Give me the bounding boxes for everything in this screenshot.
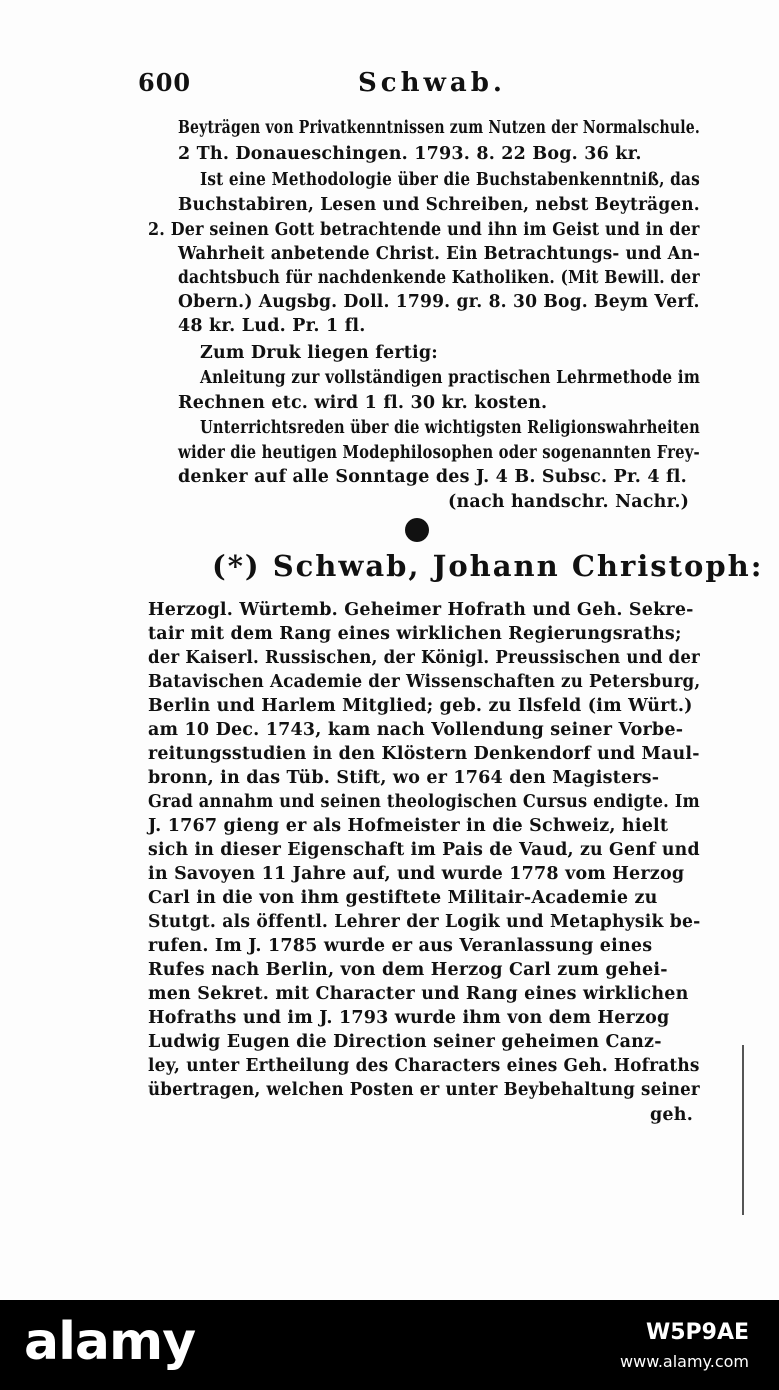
text-line: Obern.) Augsbg. Doll. 1799. gr. 8. 30 Bog. Beym Verf.: [178, 292, 700, 312]
text-line: Anleitung zur vollständigen practischen Lehrmethode im: [200, 368, 701, 388]
text-line: Herzogl. Würtemb. Geheimer Hofrath und Geh. Sekre-: [148, 600, 694, 620]
text-line: Rechnen etc. wird 1 fl. 30 kr. kosten.: [178, 393, 548, 413]
text-line: (nach handschr. Nachr.): [448, 492, 690, 512]
text-line: ley, unter Ertheilung des Characters eines Geh. Hofraths: [148, 1056, 700, 1076]
text-line: reitungsstudien in den Klöstern Denkendorf und Maul-: [148, 744, 700, 764]
text-line: Grad annahm und seinen theologischen Cursus endigte. Im: [148, 792, 700, 812]
text-line: Stutgt. als öffentl. Lehrer der Logik und Metaphysik be-: [148, 912, 701, 932]
text-line: wider die heutigen Modephilosophen oder sogenannten Frey-: [178, 443, 700, 463]
text-line: rufen. Im J. 1785 wurde er aus Veranlassung eines: [148, 936, 653, 956]
text-line: Beyträgen von Privatkenntnissen zum Nutzen der Normalschule.: [178, 118, 700, 138]
running-head: Schwab.: [358, 68, 506, 98]
page-header: [138, 68, 698, 104]
entry-title: (*) Schwab, Johann Christoph:: [212, 549, 764, 583]
site-url: www.alamy.com: [620, 1352, 749, 1371]
text-line: 48 kr. Lud. Pr. 1 fl.: [178, 316, 366, 336]
text-line: Buchstabiren, Lesen und Schreiben, nebst Beyträgen.: [178, 195, 700, 215]
text-line: Hofraths und im J. 1793 wurde ihm von dem Herzog: [148, 1008, 670, 1028]
text-line: J. 1767 gieng er als Hofmeister in die Schweiz, hielt: [148, 816, 669, 836]
alamy-logo: alamy: [24, 1312, 196, 1372]
text-line: Berlin und Harlem Mitglied; geb. zu Ilsfeld (im Würt.): [148, 696, 693, 716]
text-line: übertragen, welchen Posten er unter Beybehaltung seiner: [148, 1080, 700, 1100]
text-line: Ludwig Eugen die Direction seiner geheimen Canz-: [148, 1032, 662, 1052]
text-line: der Kaiserl. Russischen, der Königl. Preussischen und der: [148, 648, 700, 668]
text-line: Wahrheit anbetende Christ. Ein Betrachtungs- und An-: [178, 244, 701, 264]
text-line: 2 Th. Donaueschingen. 1793. 8. 22 Bog. 36 kr.: [178, 144, 642, 164]
text-line: Carl in die von ihm gestiftete Militair-Academie zu: [148, 888, 658, 908]
text-line: denker auf alle Sonntage des J. 4 B. Subsc. Pr. 4 fl.: [178, 467, 687, 487]
text-line: bronn, in das Tüb. Stift, wo er 1764 den Magisters-: [148, 768, 660, 788]
scan-edge-line: [742, 1045, 744, 1215]
text-line: Unterrichtsreden über die wichtigsten Religionswahrheiten: [200, 418, 700, 438]
text-line: sich in dieser Eigenschaft im Pais de Vaud, zu Genf und: [148, 840, 700, 860]
text-line: Rufes nach Berlin, von dem Herzog Carl zum gehei-: [148, 960, 668, 980]
image-id: W5P9AE: [645, 1320, 749, 1345]
text-line: 2. Der seinen Gott betrachtende und ihn im Geist und in der: [148, 220, 700, 240]
page-number: 600: [138, 68, 192, 97]
text-line: dachtsbuch für nachdenkende Katholiken. (Mit Bewill. der: [178, 268, 700, 288]
text-line: Batavischen Academie der Wissenschaften zu Petersburg,: [148, 672, 701, 692]
watermark-footer: [0, 1300, 779, 1390]
section-bullet: [405, 518, 429, 542]
text-line: Zum Druk liegen fertig:: [200, 343, 438, 363]
text-line: tair mit dem Rang eines wirklichen Regierungsraths;: [148, 624, 682, 644]
catchword: geh.: [650, 1105, 693, 1125]
text-line: in Savoyen 11 Jahre auf, und wurde 1778 vom Herzog: [148, 864, 685, 884]
text-line: am 10 Dec. 1743, kam nach Vollendung seiner Vorbe-: [148, 720, 684, 740]
text-line: Ist eine Methodologie über die Buchstabenkenntniß, das: [200, 170, 700, 190]
text-line: men Sekret. mit Character und Rang eines wirklichen: [148, 984, 689, 1004]
